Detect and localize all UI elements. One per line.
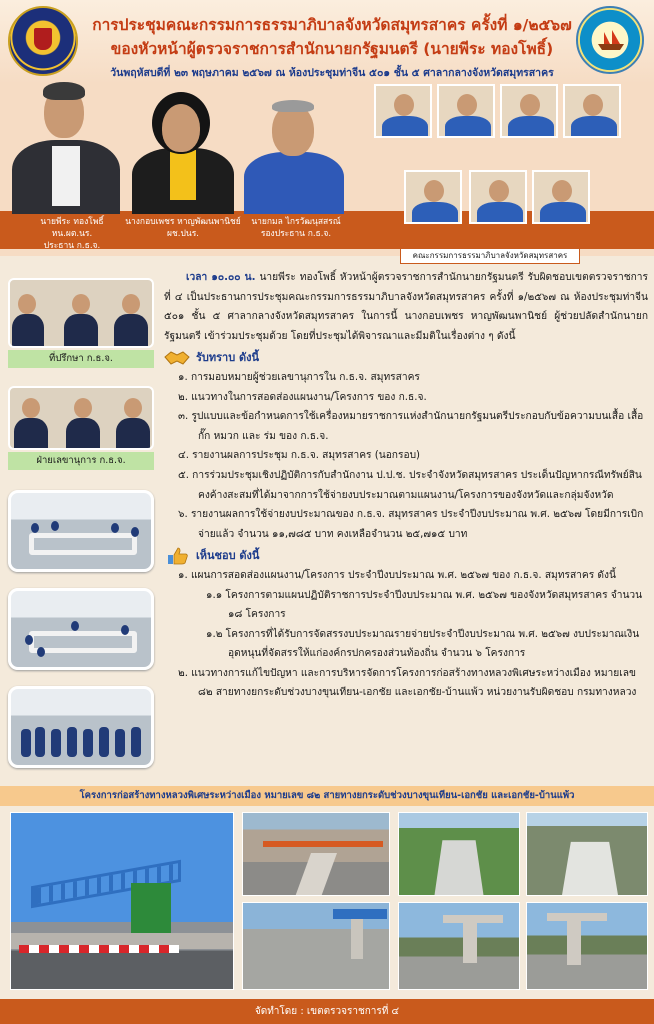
agree-item: ๑. แผนการสอดส่องแผนงาน/โครงการ ประจำปีงบประมาณ พ.ศ. ๒๕๖๗ ของ ก.ธ.จ. สมุทรสาคร ดังนี้ xyxy=(178,569,616,581)
handshake-icon xyxy=(164,349,190,367)
agree-sub-item: ๑.๒ โครงการที่ได้รับการจัดสรรงบประมาณรายจ่ายประจำปีงบประมาณ พ.ศ. ๒๕๖๗ งบประมาณเงินอุดหนุนที่จัดสรรให้แก่องค์กรปกครองส่วนท้องถิ่น จำนวน ๖ โครงการ xyxy=(206,628,640,660)
committee-member-photo xyxy=(374,84,432,138)
construction-photo-aerial xyxy=(242,812,390,896)
agree-heading: เห็นชอบ ดังนี้ xyxy=(164,546,648,566)
thumbs-up-icon xyxy=(164,547,190,565)
secretariat-photo xyxy=(8,386,154,450)
samut-sakhon-province-logo xyxy=(576,6,644,74)
construction-photo-large xyxy=(10,812,234,990)
intro-paragraph: เวลา ๑๐.๐๐ น. นายพีระ ทองโพธิ์ หัวหน้าผู้ตรวจราชการสำนักนายกรัฐมนตรี รับผิดชอบเขตตรวจราชการที่ ๔ เป็นประธานการประชุมคณะกรรมการธรรมาภิบาลจังหวัดสมุทรสาคร ครั้งที่ ๑/๒๕๖๗ ณ ห้องประชุมท่าจีน ๕๐๑ ชั้น ๕ ศาลากลางจังหวัดสมุทรสาคร ในการนี้ นางกอบเพชร หาญพัฒนพานิชย์ ผู้ช่วยปลัดสำนักนายกรัฐมนตรี เข้าร่วมประชุมด้วย โดยที่ประชุมได้พิจารณาและมีมติในเรื่องต่าง ๆ ดังนี้ xyxy=(164,272,648,342)
acknowledge-item: ๓. รูปแบบและข้อกำหนดการใช้เครื่องหมายราชการแห่งสำนักนายกรัฐมนตรีประกอบกับข้อความบนเสื้อ เสื้อกั๊ก หมวก และ ร่ม ของ ก.ธ.จ. xyxy=(178,411,644,442)
construction-photo-road xyxy=(242,902,390,990)
project-banner: โครงการก่อสร้างทางหลวงพิเศษระหว่างเมือง หมายเลข ๘๒ สายทางยกระดับช่วงบางขุนเทียน-เอกชัย และเอกชัย-บ้านแพ้ว xyxy=(0,786,654,806)
acknowledge-item: ๖. รายงานผลการใช้จ่ายงบประมาณของ ก.ธ.จ. สมุทรสาคร ประจำปีงบประมาณ พ.ศ. ๒๕๖๗ โดยมีการเบิกจ่ายแล้ว จำนวน ๑๑,๗๘๕ บาท คงเหลือจำนวน ๒๕,๗๑๕ บาท xyxy=(178,509,644,540)
committee-caption: คณะกรรมการธรรมาภิบาลจังหวัดสมุทรสาคร xyxy=(400,248,580,264)
construction-photo-aerial xyxy=(526,812,648,896)
chairman-name: นายพีระ ทองโพธิ์ หน.ผต.นร. ประธาน ก.ธ.จ. xyxy=(40,217,104,251)
page-title-line2: ของหัวหน้าผู้ตรวจราชการสำนักนายกรัฐมนตรี (นายพีระ ทองโพธิ์) xyxy=(110,40,554,58)
acknowledge-item: ๔. รายงานผลการประชุม ก.ธ.จ. สมุทรสาคร (นอกรอบ) xyxy=(178,450,421,462)
acknowledge-item: ๒. แนวทางในการสอดส่องแผนงาน/โครงการ ของ ก.ธ.จ. xyxy=(178,391,427,403)
prime-minister-office-logo xyxy=(8,6,78,76)
group-photo xyxy=(8,686,154,768)
committee-member-photo xyxy=(404,170,462,224)
header xyxy=(0,0,654,84)
meeting-time: เวลา ๑๐.๐๐ น. xyxy=(186,272,256,283)
meeting-room-photo xyxy=(8,588,154,670)
meeting-summary xyxy=(164,268,648,703)
advisors-photo xyxy=(8,278,154,348)
junk-ship-icon xyxy=(596,28,626,52)
committee-member-photo xyxy=(532,170,590,224)
deputy-name: นางกอบเพชร หาญพัฒนพานิชย์ ผช.ปนร. xyxy=(125,217,241,239)
vice-chairman-name: นายกมล ไกรวัฒนุสสรณ์ รองประธาน ก.ธ.จ. xyxy=(251,217,341,239)
acknowledge-item: ๕. การร่วมประชุมเชิงปฏิบัติการกับสำนักงาน ป.ป.ช. ประจำจังหวัดสมุทรสาคร ประเด็นปัญหากรณีทรัพย์สินคงค้างสะสมที่ได้มาจากการใช้จ่ายงบประมาณตามแผนงาน/โครงการของจังหวัดและกลุ่มจังหวัด xyxy=(178,469,642,501)
construction-photo-pillars xyxy=(398,902,520,990)
advisors-label: ที่ปรึกษา ก.ธ.จ. xyxy=(8,350,154,368)
acknowledge-item: ๑. การมอบหมายผู้ช่วยเลขานุการใน ก.ธ.จ. สมุทรสาคร xyxy=(178,371,420,383)
agree-item: ๒. แนวทางการแก้ไขปัญหา และการบริหารจัดการโครงการก่อสร้างทางหลวงพิเศษระหว่างเมือง หมายเลข ๘๒ สายทางยกระดับช่วงบางขุนเทียน-เอกชัย และเอกชัย-บ้านแพ้ว หน่วยงานรับผิดชอบ กรมทางหลวง xyxy=(178,667,637,699)
meeting-room-photo xyxy=(8,490,154,572)
construction-photo-pillars xyxy=(526,902,648,990)
committee-member-photo xyxy=(563,84,621,138)
construction-photo-aerial xyxy=(398,812,520,896)
agree-sub-item: ๑.๑ โครงการตามแผนปฏิบัติราชการประจำปีงบประมาณ พ.ศ. ๒๕๖๗ ของจังหวัดสมุทรสาคร จำนวน ๑๘ โครงการ xyxy=(206,589,643,621)
secretariat-label: ฝ่ายเลขานุการ ก.ธ.จ. xyxy=(8,452,154,470)
committee-member-photo xyxy=(469,170,527,224)
footer-credit: จัดทำโดย : เขตตรวจราชการที่ ๔ xyxy=(0,999,654,1024)
acknowledge-heading: รับทราบ ดังนี้ xyxy=(164,348,648,368)
committee-member-photo xyxy=(500,84,558,138)
page-title-line1: การประชุมคณะกรรมการธรรมาภิบาลจังหวัดสมุทรสาคร ครั้งที่ ๑/๒๕๖๗ xyxy=(92,16,572,34)
committee-member-photo xyxy=(437,84,495,138)
meeting-date-location: วันพฤหัสบดีที่ ๒๓ พฤษภาคม ๒๕๖๗ ณ ห้องประชุมท่าจีน ๕๐๑ ชั้น ๕ ศาลากลางจังหวัดสมุทรสาคร xyxy=(110,67,554,79)
